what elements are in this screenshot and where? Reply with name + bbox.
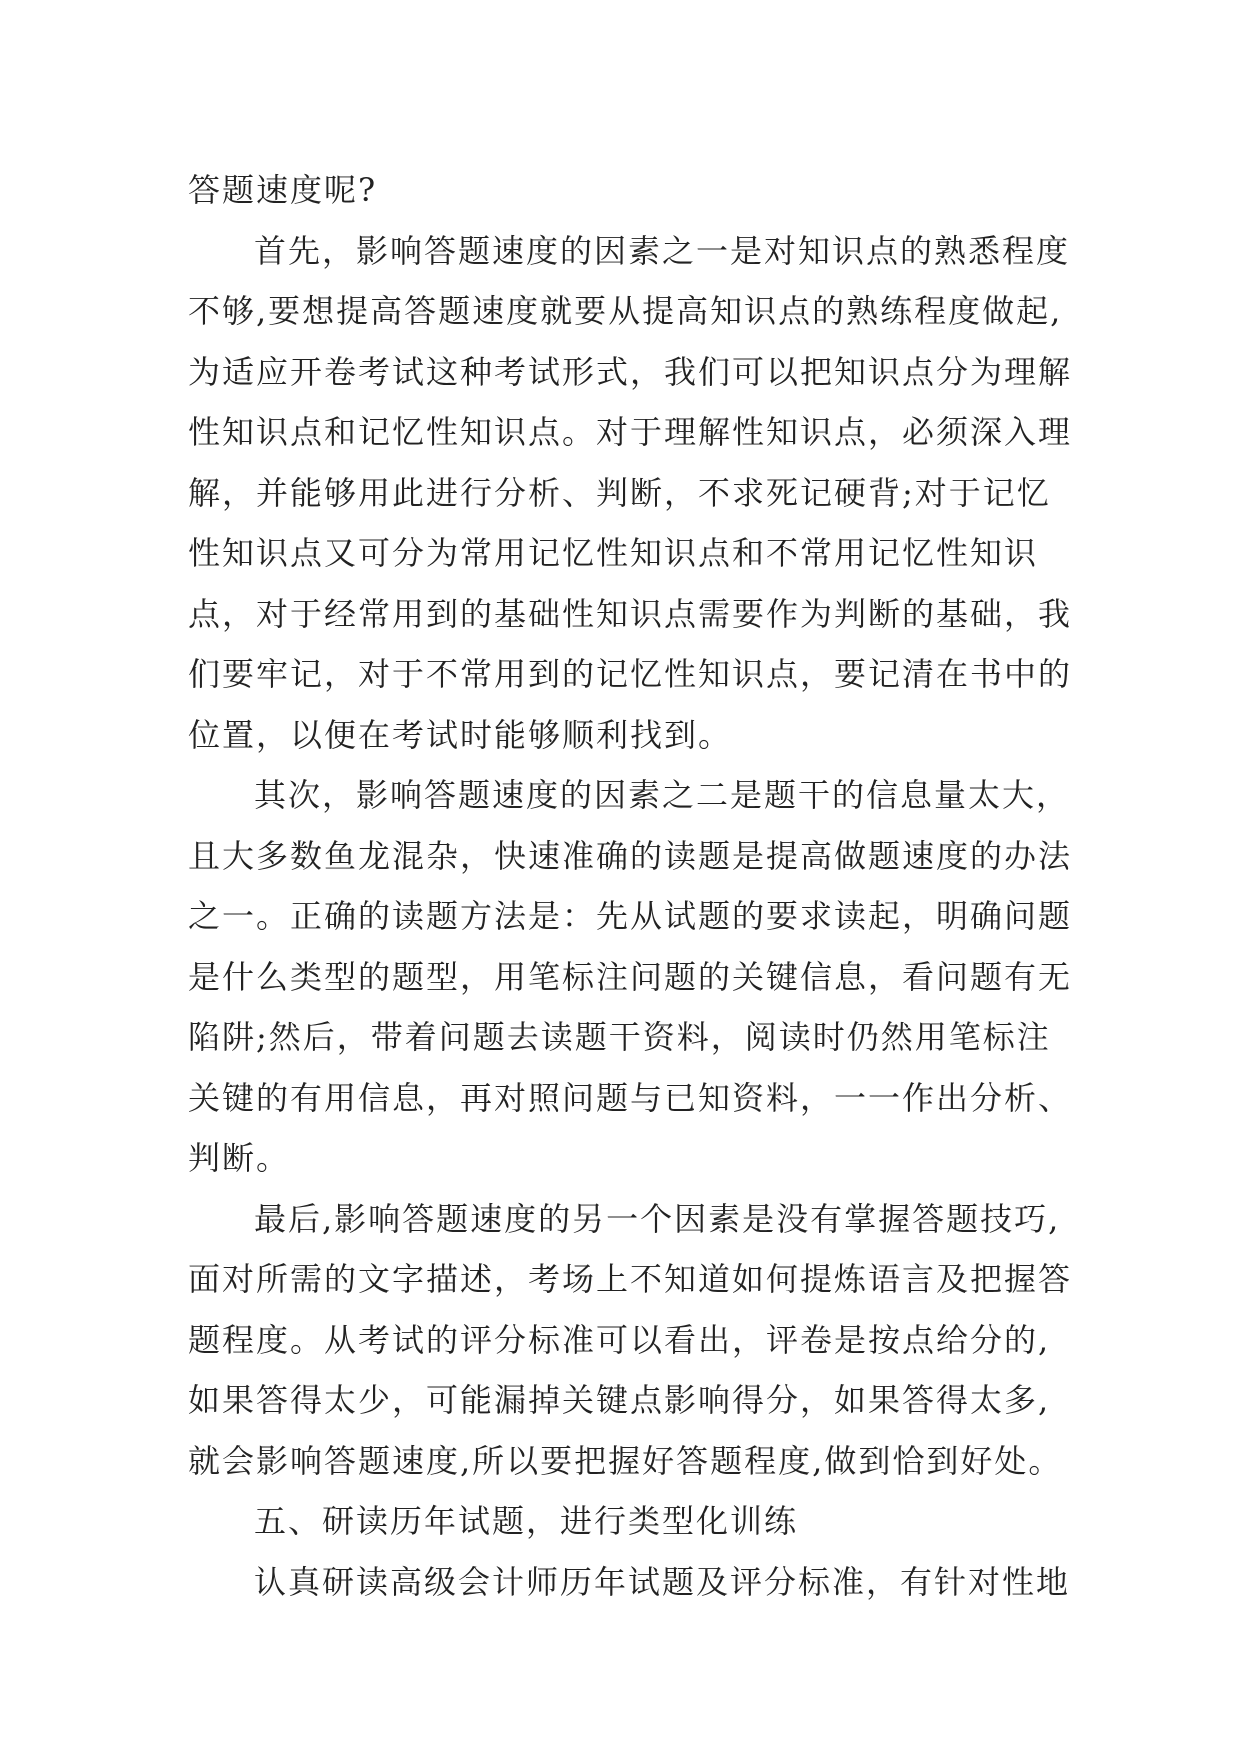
- text-line: 为适应开卷考试这种考试形式，我们可以把知识点分为理解: [188, 352, 1073, 391]
- text-line: 位置，以便在考试时能够顺利找到。: [188, 715, 733, 754]
- text-line: 点，对于经常用到的基础性知识点需要作为判断的基础，我: [188, 594, 1073, 633]
- text-line: 解，并能够用此进行分析、判断，不求死记硬背;对于记忆: [188, 473, 1051, 512]
- text-line: 不够,要想提高答题速度就要从提高知识点的熟练程度做起,: [188, 292, 1063, 330]
- text-line: 最后,影响答题速度的另一个因素是没有掌握答题技巧,: [254, 1199, 1061, 1238]
- body-text: [188, 160, 1088, 1612]
- text-line: 们要牢记，对于不常用到的记忆性知识点，要记清在书中的: [188, 655, 1073, 693]
- text-line: 是什么类型的题型，用笔标注问题的关键信息，看问题有无: [188, 957, 1073, 996]
- text-line: 五、研读历年试题，进行类型化训练: [254, 1502, 799, 1540]
- text-line: 且大多数鱼龙混杂，快速准确的读题是提高做题速度的办法: [188, 836, 1073, 875]
- text-line: 面对所需的文字描述，考场上不知道如何提炼语言及把握答: [188, 1260, 1073, 1298]
- text-line: 陷阱;然后，带着问题去读题干资料，阅读时仍然用笔标注: [188, 1018, 1051, 1056]
- text-line: 性知识点又可分为常用记忆性知识点和不常用记忆性知识: [188, 534, 1039, 572]
- text-line: 就会影响答题速度,所以要把握好答题程度,做到恰到好处。: [188, 1441, 1063, 1480]
- text-line: 答题速度呢?: [188, 171, 378, 209]
- text-line: 其次，影响答题速度的因素之二是题干的信息量太大，: [254, 776, 1071, 814]
- text-line: 如果答得太少，可能漏掉关键点影响得分，如果答得太多,: [188, 1381, 1051, 1419]
- text-line: 性知识点和记忆性知识点。对于理解性知识点，必须深入理: [188, 413, 1073, 451]
- text-line: 首先，影响答题速度的因素之一是对知识点的熟悉程度: [254, 231, 1071, 270]
- text-line: 认真研读高级会计师历年试题及评分标准，有针对性地: [254, 1562, 1071, 1601]
- text-line: 之一。正确的读题方法是：先从试题的要求读起，明确问题: [188, 897, 1073, 935]
- text-line: 题程度。从考试的评分标准可以看出，评卷是按点给分的,: [188, 1320, 1051, 1359]
- text-line: 关键的有用信息，再对照问题与已知资料，一一作出分析、: [188, 1078, 1073, 1117]
- text-line: 判断。: [188, 1139, 291, 1177]
